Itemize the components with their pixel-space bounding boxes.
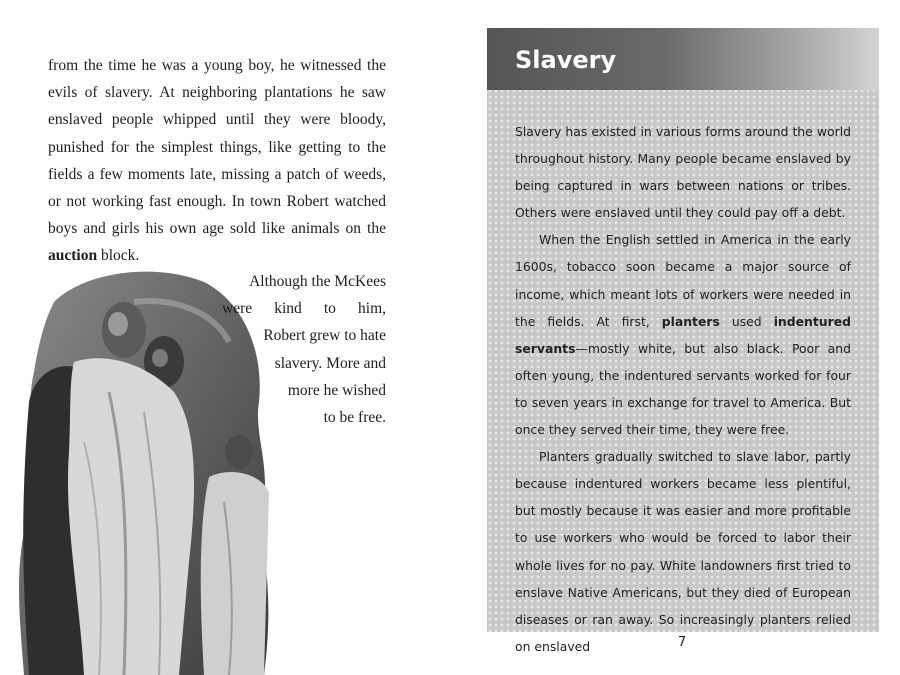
float-line: were kind to him, (222, 300, 386, 318)
left-paragraph (48, 52, 386, 270)
left-body-text (48, 52, 386, 270)
float-line: more he wished (287, 381, 386, 399)
p2-text-b: used (719, 313, 774, 329)
p2-text-a: When the English settled in America in the early 1600s, tobacco soon became a major source of income, which meant lots of workers were needed in the fields. At first, (515, 232, 851, 329)
sidebar-paragraph-3: Planters gradually switched to slave labor, partly because indentured workers became less plentiful, but mostly because it was easier and more profitable to use workers who would be forced to labor their whole lives for no pay. White landowners first tried to enslave Native Americans, but they died of European diseases or ran away. So increasingly planters relied on enslaved (515, 449, 851, 654)
float-line: slavery. More and (274, 354, 386, 372)
term-indentured-servants: indentured servants (515, 313, 851, 356)
left-float-text (200, 268, 386, 431)
float-line: Although the McKees (249, 273, 386, 290)
sidebar-box (487, 28, 879, 654)
left-text-tail: block. (97, 247, 140, 265)
keyword-auction: auction (48, 247, 98, 265)
sidebar-paragraph-2 (515, 226, 851, 443)
float-line: Robert grew to hate (263, 327, 386, 345)
sidebar-title: Slavery (515, 46, 617, 74)
left-text-part: from the time he was a young boy, he witnessed the evils of slavery. At neighboring plantations he saw enslaved people whipped until they were bloody, punished for the simplest things, like getting to the fields a few moments late, missing a patch of weeds, or not working fast enough. In town Robert watched boys and girls his own age sold like animals on the (48, 57, 386, 238)
sidebar-body (515, 118, 851, 660)
p2-text-c: —mostly white, but also black. Poor and often young, the indentured servants worked for four to seven years in exchange for travel to America. But once they served their time, they were free. (515, 340, 851, 438)
sidebar-header (487, 28, 879, 90)
float-line: to be free. (323, 409, 386, 427)
term-planters: planters (661, 313, 720, 329)
sidebar-paragraph-1: Slavery has existed in various forms around the world throughout history. Many people became enslaved by being captured in wars between nations or tribes. Others were enslaved until they could pay off a debt. (515, 124, 851, 221)
page-number: 7 (677, 635, 687, 650)
